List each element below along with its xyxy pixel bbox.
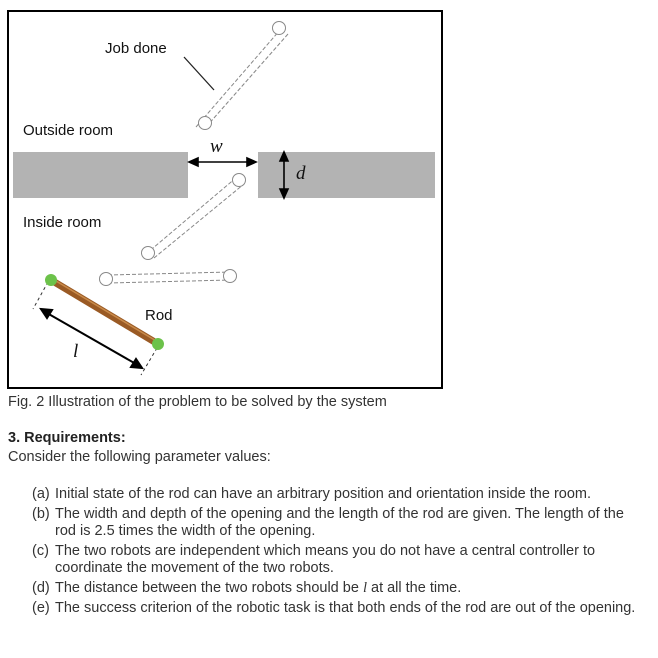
- ghost-rod-job-done: [196, 22, 288, 130]
- requirement-marker: (e): [32, 600, 50, 616]
- requirement-marker: (d): [32, 580, 50, 596]
- requirement-c: [32, 543, 644, 577]
- ghost-rod-horizontal: [100, 270, 237, 286]
- requirement-d: [32, 580, 644, 597]
- job-done-pointer: [184, 57, 214, 90]
- requirements-heading: 3. Requirements:: [8, 430, 126, 446]
- length-arrow: [41, 309, 142, 368]
- requirement-text-after: at all the time.: [371, 580, 462, 596]
- label-outside-room: Outside room: [23, 122, 114, 139]
- requirement-b: [32, 506, 644, 540]
- requirement-e: [32, 600, 644, 617]
- requirement-text: The two robots are independent which means you do not have a central controller to coordinate the movement of the two robots.: [55, 543, 596, 576]
- requirement-text: Initial state of the rod can have an arbitrary position and orientation inside the room.: [55, 486, 592, 502]
- rod: [51, 278, 158, 344]
- requirement-marker: (b): [32, 506, 50, 522]
- figure-illustration: [7, 10, 443, 389]
- width-arrow: [189, 158, 256, 166]
- label-depth: d: [296, 163, 306, 184]
- requirement-marker: (a): [32, 486, 50, 502]
- rod-end-left: [45, 274, 57, 286]
- requirement-marker: (c): [32, 543, 49, 559]
- figure-caption: Fig. 2 Illustration of the problem to be solved by the system: [8, 394, 387, 410]
- label-job-done: Job done: [105, 40, 167, 57]
- rod-end-right: [152, 338, 164, 350]
- left-wall: [13, 152, 188, 198]
- requirement-text: The success criterion of the robotic task is that both ends of the rod are out of the opening.: [55, 600, 636, 616]
- label-width: w: [210, 136, 223, 157]
- requirement-text-before: The distance between the two robots should be: [55, 580, 359, 596]
- label-rod: Rod: [145, 307, 173, 324]
- figure-drawing: [9, 12, 441, 387]
- label-length: l: [73, 341, 79, 362]
- requirement-text: The width and depth of the opening and the length of the rod are given. The length of the rod is 2.5 times the width of the opening.: [55, 506, 624, 539]
- label-inside-room: Inside room: [23, 214, 102, 231]
- requirement-symbol: l: [362, 580, 367, 596]
- requirements-list: [32, 486, 644, 620]
- requirement-a: [32, 486, 644, 503]
- requirements-intro: Consider the following parameter values:: [8, 449, 271, 465]
